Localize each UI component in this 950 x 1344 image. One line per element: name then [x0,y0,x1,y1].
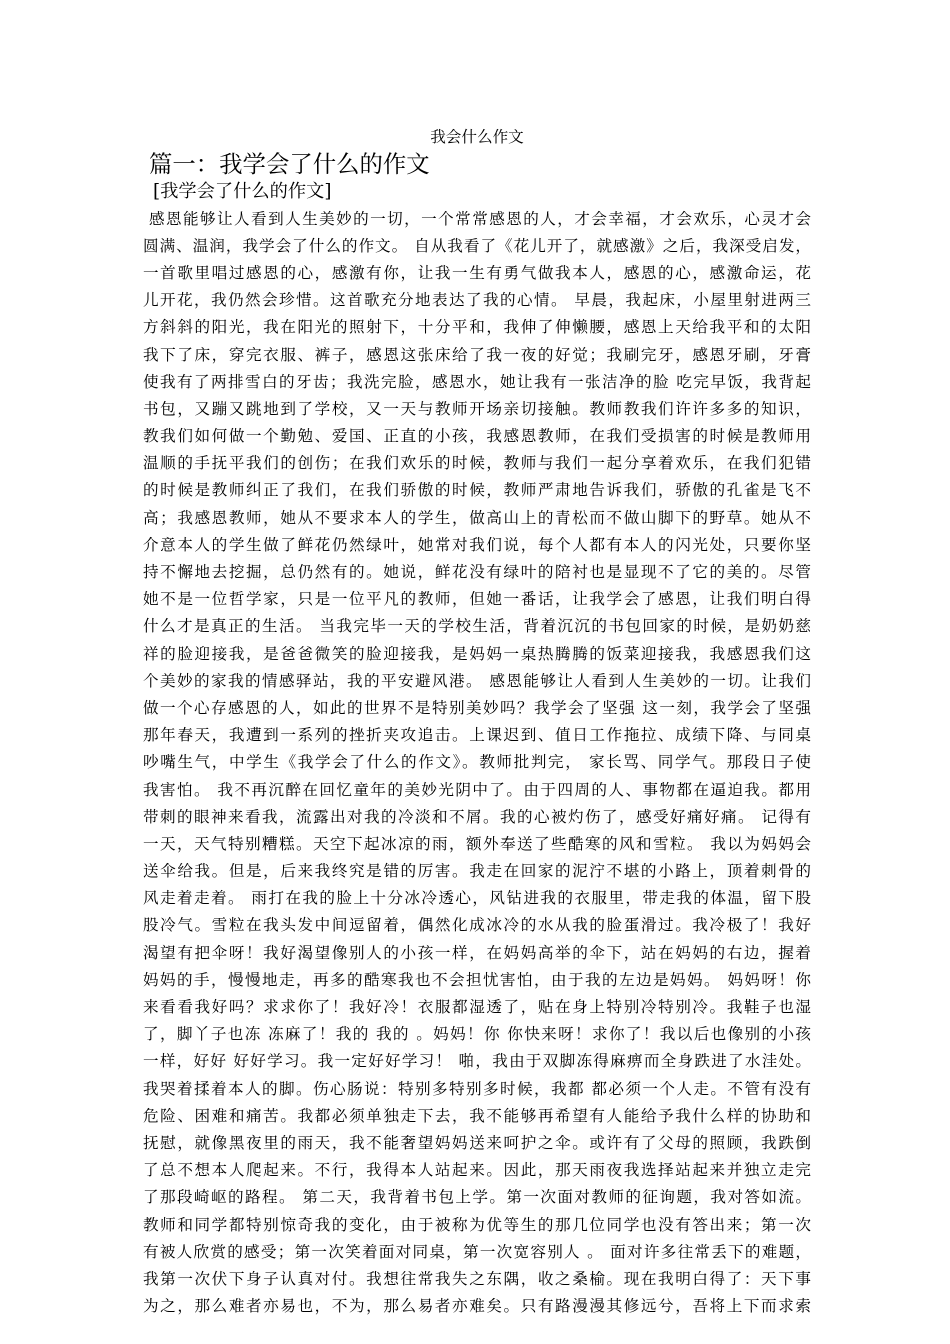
body-line: 带刺的眼神来看我，流露出对我的冷淡和不屑。我的心被灼伤了，感受好痛好痛。 记得有 [143,807,811,826]
body-line: 持不懈地去挖掘，总仍然有的。她说，鲜花没有绿叶的陪衬也是显现不了它的美的。尽管 [143,563,811,582]
body-line: 了总不想本人爬起来。不行，我得本人站起来。因此，那天雨夜我选择站起来并独立走完 [143,1161,811,1180]
body-line: 一天，天气特别糟糕。天空下起冰凉的雨，额外奉送了些酷寒的风和雪粒。 我以为妈妈会 [143,834,811,853]
body-line: 妈妈的手，慢慢地走，再多的酷寒我也不会担忧害怕，由于我的左边是妈妈。 妈妈呀！你 [143,970,811,989]
body-line: 介意本人的学生做了鲜花仍然绿叶，她常对我们说，每个人都有本人的闪光处，只要你坚 [143,535,811,554]
body-line: 教我们如何做一个勤勉、爱国、正直的小孩，我感恩教师，在我们受损害的时候是教师用 [143,427,811,446]
body-line: 书包，又蹦又跳地到了学校，又一天与教师开场亲切接触。教师教我们许许多多的知识， [143,399,811,418]
section-heading: 篇一：我学会了什么的作文 [149,150,430,179]
body-line: 风走着走着。 雨打在我的脸上十分冰冷透心，风钻进我的衣服里，带走我的体温，留下股 [143,889,811,908]
body-line: 危险、困难和痛苦。我都必须单独走下去，我不能够再希望有人能给予我什么样的协助和 [143,1106,811,1125]
body-line: 做一个心存感恩的人，如此的世界不是特别美妙吗？我学会了坚强 这一刻，我学会了坚强 [143,698,811,717]
body-line: 感恩能够让人看到人生美妙的一切，一个常常感恩的人，才会幸福，才会欢乐，心灵才会 [149,209,811,228]
body-line: 使我有了两排雪白的牙齿；我洗完脸，感恩水，她让我有一张洁净的脸 吃完早饭，我背起 [143,372,811,391]
body-paragraph [143,206,811,1321]
body-line: 个美妙的家我的情感驿站，我的平安避风港。 感恩能够让人看到人生美妙的一切。让我们 [143,671,811,690]
body-line: 为之，那么难者亦易也，不为，那么易者亦难矣。只有路漫漫其修远兮，吾将上下而求索 [143,1297,811,1316]
body-line: 一首歌里唱过感恩的心，感激有你，让我一生有勇气做我本人，感恩的心，感激命运，花 [143,263,811,282]
body-line: 一样，好好 好好学习。我一定好好学习！ 啪，我由于双脚冻得麻痹而全身跌进了水洼处。 [143,1052,811,1071]
body-line: 有被人欣赏的感受；第一次笑着面对同桌，第一次宽容别人 。 面对许多往常丢下的难题， [143,1242,811,1261]
body-line: 那年春天，我遭到一系列的挫折夹攻追击。上课迟到、值日工作拖拉、成绩下降、与同桌 [143,726,811,745]
body-line: 我哭着揉着本人的脚。伤心肠说：特别多特别多时候，我都 都必须一个人走。不管有没有 [143,1079,811,1098]
section-subheading: [我学会了什么的作文] [153,181,332,203]
body-line: 祥的脸迎接我，是爸爸微笑的脸迎接我，是妈妈一桌热腾腾的饭菜迎接我，我感恩我们这 [143,644,811,663]
body-line: 了，脚丫子也冻 冻麻了！我的 我的 。妈妈！你 你快来呀！求你了！我以后也像别的小孩 [143,1025,811,1044]
body-line: 温顺的手抚平我们的创伤；在我们欢乐的时候，教师与我们一起分享着欢乐，在我们犯错 [143,454,811,473]
body-line: 送伞给我。但是，后来我终究是错的厉害。我走在回家的泥泞不堪的小路上，顶着刺骨的 [143,862,811,881]
body-line: 吵嘴生气，中学生《我学会了什么的作文》。教师批判完， 家长骂、同学气。那段日子使 [143,753,811,772]
body-line: 抚慰，就像黑夜里的雨天，我不能奢望妈妈送来呵护之伞。或许有了父母的照顾，我跌倒 [143,1133,811,1152]
body-line: 她不是一位哲学家，只是一位平凡的教师，但她一番话，让我学会了感恩，让我们明白得 [143,590,811,609]
body-line: 什么才是真正的生活。 当我完毕一天的学校生活，背着沉沉的书包回家的时候，是奶奶慈 [143,617,811,636]
document-content [143,124,811,1320]
body-line: 方斜斜的阳光，我在阳光的照射下，十分平和，我伸了伸懒腰，感恩上天给我平和的太阳 [143,318,811,337]
body-line: 我害怕。 我不再沉醉在回忆童年的美妙光阴中了。由于四周的人、事物都在逼迫我。都用 [143,780,811,799]
body-line: 渴望有把伞呀！我好渴望像别人的小孩一样，在妈妈高举的伞下，站在妈妈的右边，握着 [143,943,811,962]
document-title: 我会什么作文 [430,128,524,146]
body-line: 圆满、温润，我学会了什么的作文。 自从我看了《花儿开了，就感激》之后，我深受启发， [143,236,811,255]
body-line: 来看看我好吗？求求你了！我好冷！衣服都湿透了，贴在身上特别冷特别冷。我鞋子也湿 [143,998,811,1017]
body-line: 的时候是教师纠正了我们，在我们骄傲的时候，教师严肃地告诉我们，骄傲的孔雀是飞不 [143,481,811,500]
body-line: 儿开花，我仍然会珍惜。这首歌充分地表达了我的心情。 早晨，我起床，小屋里射进两三 [143,291,811,310]
body-line: 股冷气。雪粒在我头发中间逗留着，偶然化成冰冷的水从我的脸蛋滑过。我冷极了！我好 [143,916,811,935]
body-line: 我下了床，穿完衣服、裤子，感恩这张床给了我一夜的好觉；我刷完牙，感恩牙刷，牙膏 [143,345,811,364]
body-line: 高；我感恩教师，她从不要求本人的学生，做高山上的青松而不做山脚下的野草。她从不 [143,508,811,527]
body-line: 了那段崎岖的路程。 第二天，我背着书包上学。第一次面对教师的征询题，我对答如流。 [143,1188,811,1207]
body-line: 教师和同学都特别惊奇我的变化，由于被称为优等生的那几位同学也没有答出来；第一次 [143,1215,811,1234]
body-line: 我第一次伏下身子认真对付。我想往常我失之东隅，收之桑榆。现在我明白得了：天下事 [143,1269,811,1288]
